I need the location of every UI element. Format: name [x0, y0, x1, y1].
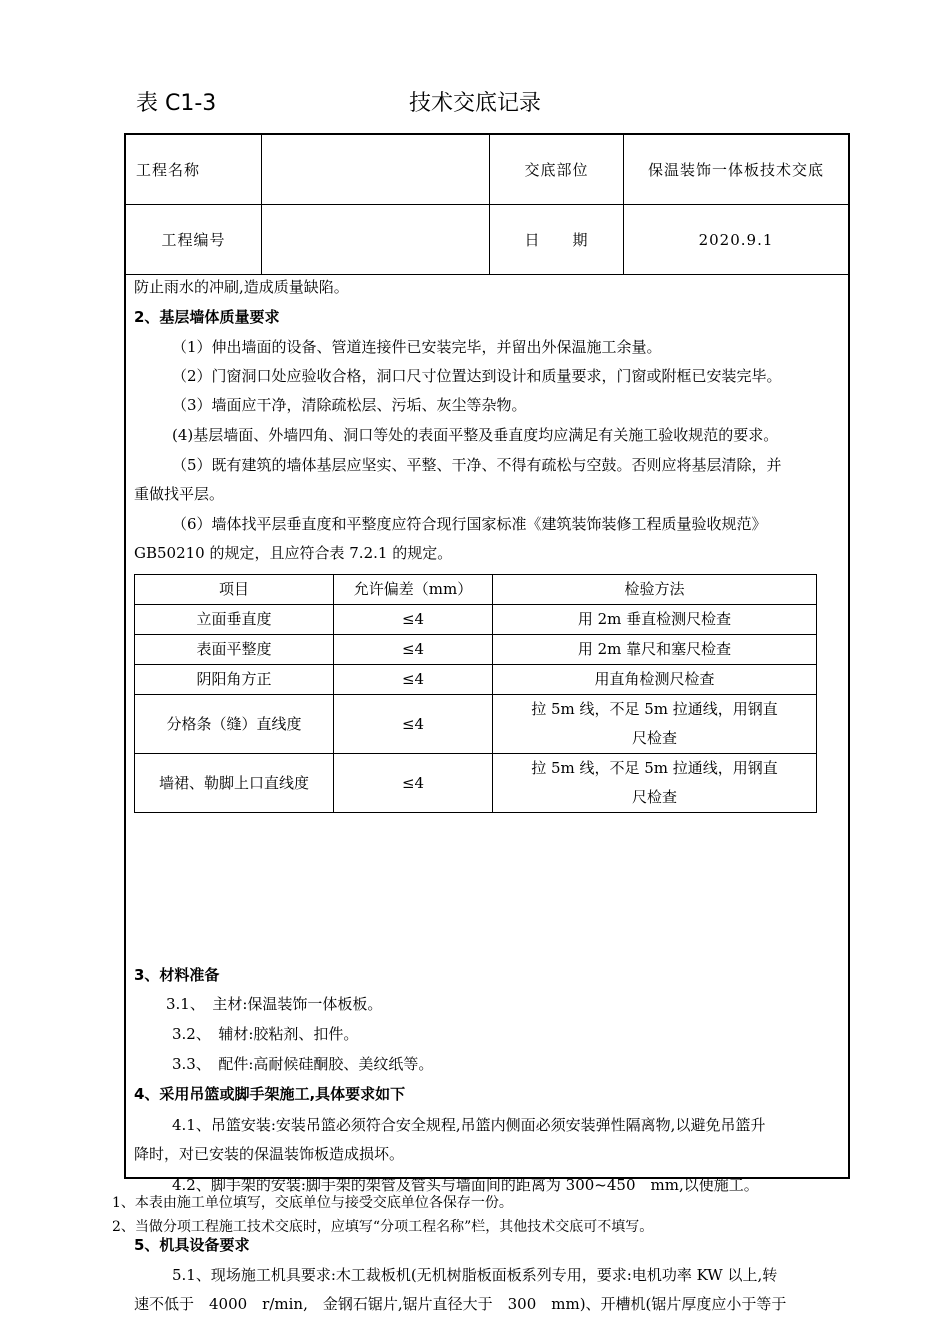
table-cell: ≤4: [334, 665, 493, 695]
tolerance-table: [134, 574, 817, 813]
material-line: 3.2、 辅材:胶粘剂、扣件。: [172, 1025, 359, 1043]
section-heading-5: 5、机具设备要求: [134, 1236, 250, 1254]
material-line: 3.1、 主材:保温装饰一体板板。: [166, 995, 383, 1013]
paragraph-line: （6）墙体找平层垂直度和平整度应符合现行国家标准《建筑装饰装修工程质量验收规范》: [172, 515, 767, 533]
paragraph-line: 重做找平层。: [134, 485, 225, 503]
table-cell: 拉 5m 线，不足 5m 拉通线，用钢直尺检查: [493, 754, 817, 813]
table-row: [135, 665, 817, 695]
table-cell: 墙裙、勒脚上口直线度: [135, 754, 334, 813]
section-heading-3: 3、材料准备: [134, 966, 220, 984]
part-value: 保温装饰一体板技术交底: [624, 135, 848, 205]
paragraph-line: （5）既有建筑的墙体基层应坚实、平整、干净、不得有疏松与空鼓。否则应将基层清除，并: [172, 456, 782, 474]
table-row: [135, 605, 817, 635]
table-cell: 用 2m 垂直检测尺检查: [493, 605, 817, 635]
project-name-field[interactable]: [262, 135, 490, 205]
paragraph-line: （3）墙面应干净，清除疏松层、污垢、灰尘等杂物。: [172, 396, 527, 414]
table-cell: ≤4: [334, 635, 493, 665]
table-cell: 立面垂直度: [135, 605, 334, 635]
paragraph-line: 4.2、脚手架的安装:脚手架的架管及管头与墙面间的距离为 300~450 mm,以便施工。: [172, 1176, 759, 1194]
table-cell: ≤4: [334, 605, 493, 635]
paragraph-line: （1）伸出墙面的设备、管道连接件已安装完毕，并留出外保温施工余量。: [172, 338, 662, 356]
section-heading-2: 2、基层墙体质量要求: [134, 308, 280, 326]
table-row: [135, 695, 817, 754]
table-cell: 用 2m 靠尺和塞尺检查: [493, 635, 817, 665]
date-label: 日 期: [490, 205, 624, 275]
paragraph-line: 速不低于 4000 r/min, 金钢石锯片,锯片直径大于 300 mm)、开槽机(锯片厚度应小于等于: [134, 1295, 787, 1313]
table-cell: ≤4: [334, 695, 493, 754]
project-no-field[interactable]: [262, 205, 490, 275]
table-header-cell: 项目: [135, 575, 334, 605]
paragraph-line: GB50210 的规定，且应符合表 7.2.1 的规定。: [134, 544, 453, 562]
project-name-label: 工程名称: [126, 135, 262, 205]
paragraph-line: 5.1、现场施工机具要求:木工裁板机(无机树脂板面板系列专用，要求:电机功率 KW 以上,转: [172, 1266, 778, 1284]
footnote-2: 2、当做分项工程施工技术交底时，应填写“分项工程名称”栏，其他技术交底可不填写。: [112, 1219, 654, 1235]
table-cell: 表面平整度: [135, 635, 334, 665]
paragraph-line: 4.1、吊篮安装:安装吊篮必须符合安全规程,吊篮内侧面必须安装弹性隔离物,以避免吊篮升: [172, 1116, 766, 1134]
table-row: [135, 635, 817, 665]
section-heading-4: 4、采用吊篮或脚手架施工,具体要求如下: [134, 1085, 406, 1103]
paragraph-line: (4)基层墙面、外墙四角、洞口等处的表面平整及垂直度均应满足有关施工验收规范的要求。: [172, 426, 779, 444]
material-line: 3.3、 配件:高耐候硅酮胶、美纹纸等。: [172, 1055, 434, 1073]
paragraph-line: 防止雨水的冲刷,造成质量缺陷。: [134, 278, 349, 296]
paragraph-line: 降时，对已安装的保温装饰板造成损坏。: [134, 1145, 405, 1163]
footnote-1: 1、本表由施工单位填写，交底单位与接受交底单位各保存一份。: [112, 1195, 513, 1211]
table-header-row: [135, 575, 817, 605]
part-label: 交底部位: [490, 135, 624, 205]
table-row: [135, 754, 817, 813]
form-code: 表 C1-3: [136, 91, 217, 116]
document-title: 技术交底记录: [408, 91, 541, 116]
project-no-label: 工程编号: [126, 205, 262, 275]
paragraph-line: （2）门窗洞口处应验收合格，洞口尺寸位置达到设计和质量要求，门窗或附框已安装完毕。: [172, 367, 782, 385]
table-cell: 阴阳角方正: [135, 665, 334, 695]
date-value: 2020.9.1: [624, 205, 848, 275]
table-cell: 拉 5m 线，不足 5m 拉通线，用钢直尺检查: [493, 695, 817, 754]
table-header-cell: 检验方法: [493, 575, 817, 605]
table-header-cell: 允许偏差（mm）: [334, 575, 493, 605]
table-cell: 分格条（缝）直线度: [135, 695, 334, 754]
table-cell: ≤4: [334, 754, 493, 813]
table-cell: 用直角检测尺检查: [493, 665, 817, 695]
